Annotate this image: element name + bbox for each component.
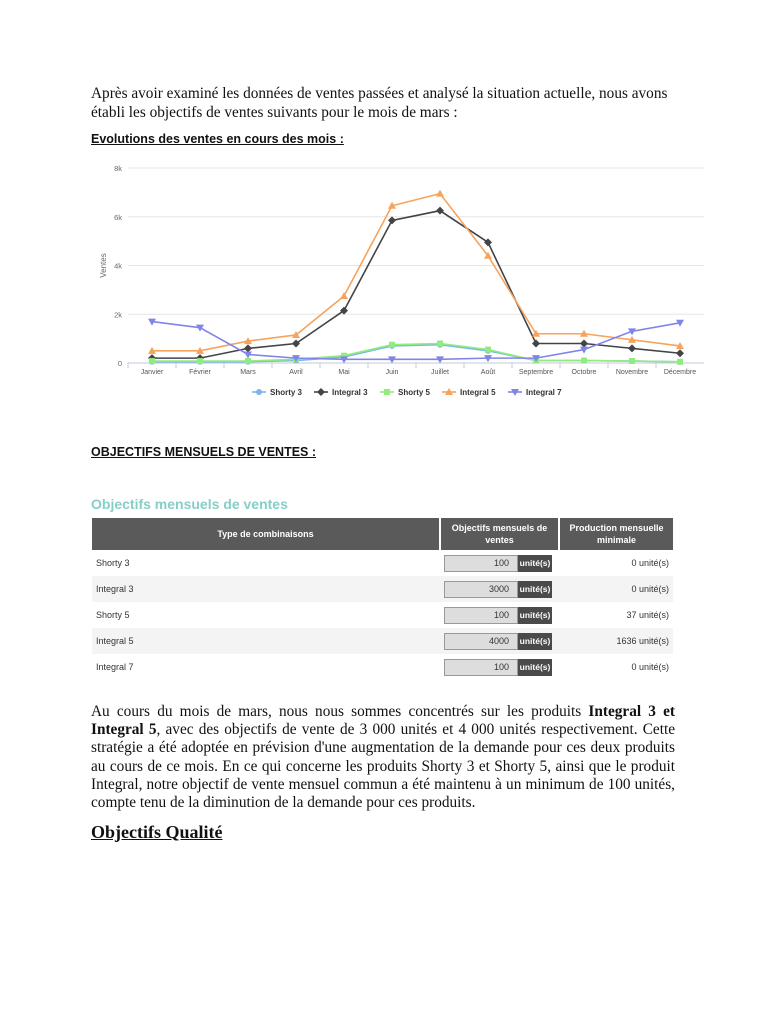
table-header-row xyxy=(92,518,673,550)
data-point xyxy=(676,349,684,357)
row-production: 0 unité(s) xyxy=(631,558,669,568)
x-tick-label: Avril xyxy=(289,369,303,376)
row-name: Integral 5 xyxy=(92,628,440,654)
legend-marker xyxy=(317,388,325,396)
y-axis-label: Ventes xyxy=(99,253,108,278)
legend-label: Shorty 5 xyxy=(398,388,431,397)
series-line xyxy=(152,322,680,360)
objective-input[interactable]: 100 xyxy=(444,607,518,624)
table-row xyxy=(92,550,673,576)
row-name: Shorty 5 xyxy=(96,610,130,620)
row-objective-cell xyxy=(440,654,559,680)
data-point xyxy=(197,358,203,364)
x-tick-label: Septembre xyxy=(518,369,554,376)
data-point xyxy=(244,344,252,352)
header-objectives: Objectifs mensuels de ventes xyxy=(440,518,559,550)
data-point xyxy=(388,216,396,224)
row-objective-cell xyxy=(440,576,559,602)
objective-input-group xyxy=(444,581,552,598)
objective-input[interactable]: 100 xyxy=(444,659,518,676)
row-objective-cell xyxy=(440,602,559,628)
data-point xyxy=(532,340,540,348)
x-tick-label: Décembre xyxy=(663,369,697,376)
unit-label: unité(s) xyxy=(518,555,552,572)
row-objective-cell xyxy=(440,628,559,654)
legend-label: Integral 5 xyxy=(460,388,496,397)
x-tick-label: Novembre xyxy=(615,369,649,376)
legend-marker xyxy=(256,389,262,395)
table-row xyxy=(92,602,673,628)
objective-input-group xyxy=(444,659,552,676)
objective-input[interactable]: 3000 xyxy=(444,581,518,598)
y-tick-label: 2k xyxy=(114,310,122,320)
data-point xyxy=(437,341,443,347)
evolution-heading: Evolutions des ventes en cours des mois : xyxy=(91,132,344,146)
analysis-paragraph xyxy=(91,703,675,812)
x-tick-label: Juillet xyxy=(431,369,449,376)
objective-input-group xyxy=(444,607,552,624)
data-point xyxy=(628,344,636,352)
table-row xyxy=(92,576,673,602)
objectives-heading: OBJECTIFS MENSUELS DE VENTES : xyxy=(91,445,317,459)
unit-label: unité(s) xyxy=(518,607,552,624)
data-point xyxy=(580,340,588,348)
y-tick-label: 6k xyxy=(114,212,122,222)
row-production: 0 unité(s) xyxy=(559,576,673,602)
objectives-table xyxy=(92,518,673,680)
data-point xyxy=(340,292,348,299)
row-name: Integral 3 xyxy=(92,576,440,602)
y-tick-label: 4k xyxy=(114,261,122,271)
table-title: Objectifs mensuels de ventes xyxy=(91,496,288,512)
intro-paragraph: Après avoir examiné les données de ventes passées et analysé la situation actuelle, nous avons établi les objectifs de ventes suivants pour le mois de mars : xyxy=(91,85,668,121)
x-tick-label: Octobre xyxy=(571,369,597,376)
x-tick-label: Mai xyxy=(338,369,350,376)
x-tick-label: Mars xyxy=(240,369,256,376)
header-production: Production mensuelle minimale xyxy=(559,518,673,550)
data-point xyxy=(485,347,491,353)
row-objective-cell xyxy=(440,550,559,576)
unit-label: unité(s) xyxy=(518,633,552,650)
quality-heading: Objectifs Qualité xyxy=(91,822,223,842)
table-row xyxy=(92,654,673,680)
row-production: 37 unité(s) xyxy=(626,610,669,620)
data-point xyxy=(389,342,395,348)
table-row xyxy=(92,628,673,654)
legend-label: Integral 7 xyxy=(526,388,562,397)
sales-line-chart xyxy=(96,158,716,408)
header-type: Type de combinaisons xyxy=(92,518,440,550)
x-tick-label: Janvier xyxy=(140,369,164,376)
data-point xyxy=(245,358,251,364)
row-production: 0 unité(s) xyxy=(631,662,669,672)
objective-input-group xyxy=(444,555,552,572)
data-point xyxy=(436,190,444,197)
x-tick-label: Juin xyxy=(385,369,399,376)
legend-label: Shorty 3 xyxy=(270,388,303,397)
data-point xyxy=(149,358,155,364)
y-tick-label: 0 xyxy=(117,359,122,368)
analysis-text-1: Au cours du mois de mars, nous nous sommes concentrés sur les produits xyxy=(91,703,589,720)
analysis-text-2: , avec des objectifs de vente de 3 000 unités et 4 000 unités respectivement. Cette stratégie a été adoptée en prévision d'une augmentation de la demande pour ces deux produits au cours de ce mois. En ce qui concerne les produits Shorty 3 et Shorty 5, ainsi que le produit Integral, notre objectif de vente mensuel commun a été maintenu à un minimum de 100 unités, compte tenu de la diminution de la demande pour ces produits. xyxy=(91,721,675,812)
data-point xyxy=(581,358,587,364)
x-tick-label: Février xyxy=(189,369,211,376)
data-point xyxy=(629,358,635,364)
row-production: 1636 unité(s) xyxy=(559,628,673,654)
data-point xyxy=(196,325,204,332)
objective-input-group xyxy=(444,633,552,650)
data-point xyxy=(677,359,683,365)
objective-input[interactable]: 4000 xyxy=(444,633,518,650)
y-tick-label: 8k xyxy=(114,164,122,173)
legend-marker xyxy=(384,389,390,395)
objective-input[interactable]: 100 xyxy=(444,555,518,572)
unit-label: unité(s) xyxy=(518,581,552,598)
legend-label: Integral 3 xyxy=(332,388,368,397)
unit-label: unité(s) xyxy=(518,659,552,676)
row-name: Integral 7 xyxy=(96,662,134,672)
row-name: Shorty 3 xyxy=(96,558,130,568)
analysis-bold-products: Integral 3 et Integral 5 xyxy=(91,703,675,739)
x-tick-label: Août xyxy=(480,369,496,376)
